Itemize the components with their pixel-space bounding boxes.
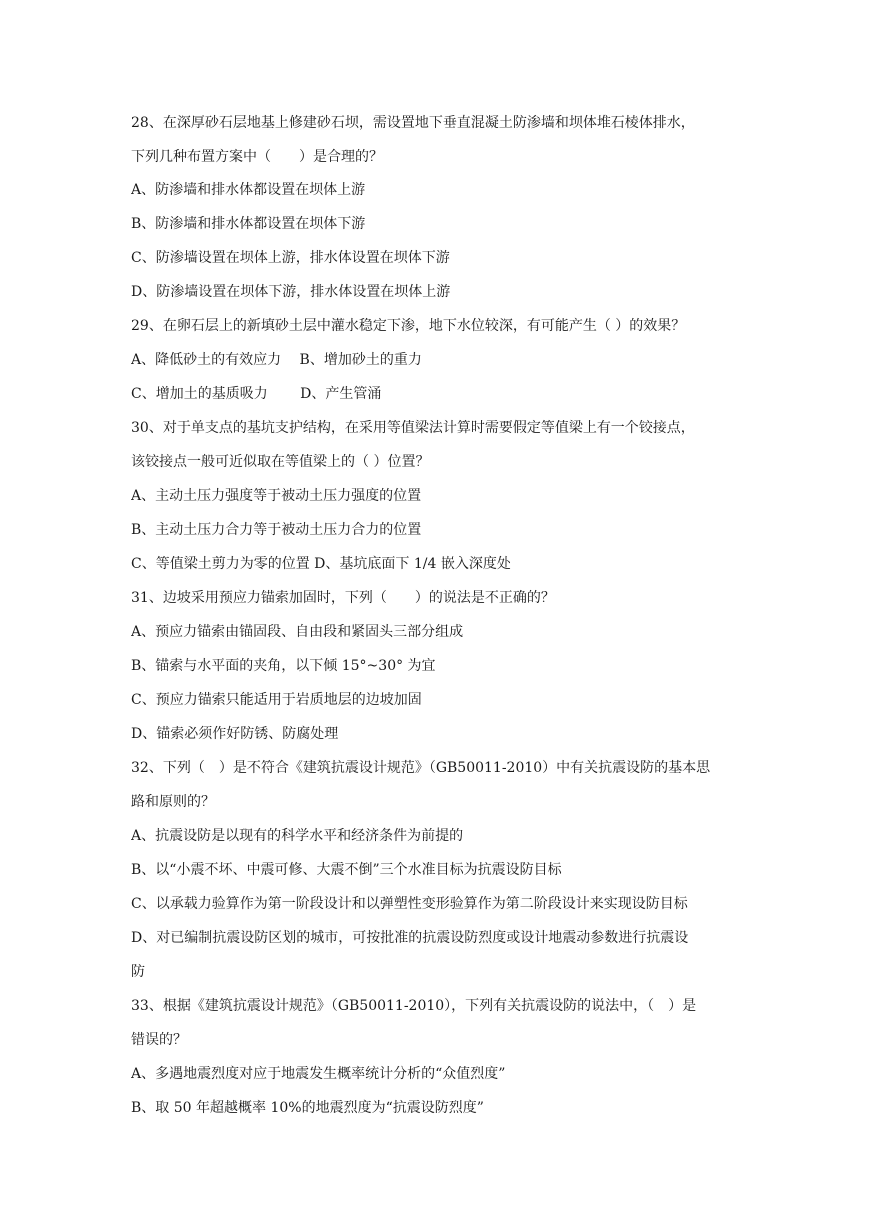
question-32-stem-line-2: 路和原则的？ <box>131 794 215 810</box>
question-28-stem-line-1: 28、在深厚砂石层地基上修建砂石坝，需设置地下垂直混凝土防渗墙和坝体堆石棱体排水， <box>131 115 695 131</box>
question-32-stem-line-1: 32、下列（ ）是不符合《建筑抗震设计规范》（GB50011-2010）中有关抗震设防的基本思 <box>131 760 711 776</box>
question-30-option-b: B、主动土压力合力等于被动土压力合力的位置 <box>131 522 422 538</box>
question-32-option-b: B、以“小震不坏、中震可修、大震不倒”三个水准目标为抗震设防目标 <box>131 862 562 878</box>
question-28-option-a: A、防渗墙和排水体都设置在坝体上游 <box>131 182 366 198</box>
question-28-stem-line-2: 下列几种布置方案中（ ）是合理的？ <box>131 149 383 165</box>
question-33-option-b: B、取 50 年超越概率 10%的地震烈度为“抗震设防烈度” <box>131 1100 484 1116</box>
question-32-option-c: C、以承载力验算作为第一阶段设计和以弹塑性变形验算作为第二阶段设计来实现设防目标 <box>131 896 688 912</box>
question-28-option-c: C、防渗墙设置在坝体上游，排水体设置在坝体下游 <box>131 250 450 266</box>
question-30-options-cd: C、等值梁土剪力为零的位置 D、基坑底面下 1/4 嵌入深度处 <box>131 556 511 572</box>
question-33-option-a: A、多遇地震烈度对应于地震发生概率统计分析的“众值烈度” <box>131 1066 506 1082</box>
question-29-options-ab: A、降低砂土的有效应力 B、增加砂土的重力 <box>131 352 422 368</box>
question-32-option-a: A、抗震设防是以现有的科学水平和经济条件为前提的 <box>131 828 464 844</box>
question-30-stem-line-2: 该铰接点一般可近似取在等值梁上的（ ）位置？ <box>131 454 430 470</box>
question-31-option-d: D、锚索必须作好防锈、防腐处理 <box>131 726 339 742</box>
question-31-stem-line-1: 31、边坡采用预应力锚索加固时，下列（ ）的说法是不正确的？ <box>131 590 555 606</box>
question-31-option-c: C、预应力锚索只能适用于岩质地层的边坡加固 <box>131 692 422 708</box>
question-33-stem-line-1: 33、根据《建筑抗震设计规范》（GB50011-2010），下列有关抗震设防的说法中，（ ）是 <box>131 998 697 1014</box>
question-29-stem-line-1: 29、在卵石层上的新填砂土层中灌水稳定下渗，地下水位较深，有可能产生（ ）的效果？ <box>131 318 686 334</box>
question-30-stem-line-1: 30、对于单支点的基坑支护结构，在采用等值梁法计算时需要假定等值梁上有一个铰接点， <box>131 420 695 436</box>
question-31-option-b: B、锚索与水平面的夹角，以下倾 15°~30° 为宜 <box>131 658 436 674</box>
question-30-option-a: A、主动土压力强度等于被动土压力强度的位置 <box>131 488 422 504</box>
question-31-option-a: A、预应力锚索由锚固段、自由段和紧固头三部分组成 <box>131 624 464 640</box>
question-28-option-d: D、防渗墙设置在坝体下游，排水体设置在坝体上游 <box>131 284 451 300</box>
question-32-option-d-line-2: 防 <box>131 964 145 980</box>
question-33-stem-line-2: 错误的？ <box>131 1032 187 1048</box>
question-32-option-d-line-1: D、对已编制抗震设防区划的城市，可按批准的抗震设防烈度或设计地震动参数进行抗震设 <box>131 930 689 946</box>
question-28-option-b: B、防渗墙和排水体都设置在坝体下游 <box>131 216 366 232</box>
question-29-options-cd: C、增加土的基质吸力 D、产生管涌 <box>131 386 382 402</box>
